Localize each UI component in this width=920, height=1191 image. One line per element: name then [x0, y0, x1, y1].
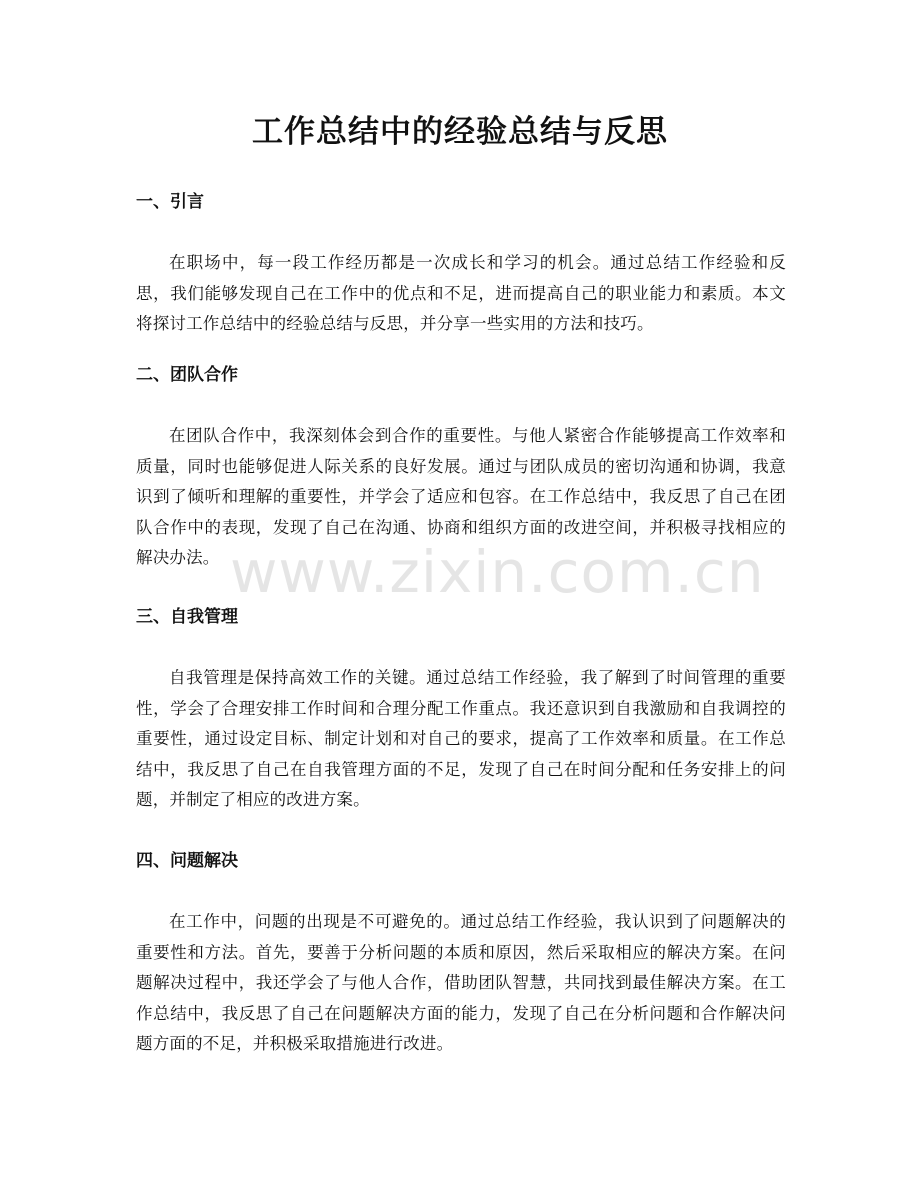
section-heading: 三、自我管理	[136, 607, 238, 627]
section-paragraph: 自我管理是保持高效工作的关键。通过总结工作经验，我了解到了时间管理的重要性，学会了合理安排工作时间和合理分配工作重点。我还意识到自我激励和自我调控的重要性，通过设定目标、制定计划和对自己的要求，提高了工作效率和质量。在工作总结中，我反思了自己在自我管理方面的不足，发现了自己在时间分配和任务安排上的问题，并制定了相应的改进方案。	[136, 668, 786, 809]
section-problem-solving	[136, 848, 786, 1060]
section-introduction	[136, 189, 786, 340]
section-heading: 四、问题解决	[136, 851, 238, 871]
section-heading: 二、团队合作	[136, 365, 238, 385]
section-heading: 一、引言	[136, 192, 204, 212]
section-teamwork	[136, 362, 786, 574]
section-paragraph: 在工作中，问题的出现是不可避免的。通过总结工作经验，我认识到了问题解决的重要性和方法。首先，要善于分析问题的本质和原因，然后采取相应的解决方案。在问题解决过程中，我还学会了与他人合作，借助团队智慧，共同找到最佳解决方案。在工作总结中，我反思了自己在问题解决方面的能力，发现了自己在分析问题和合作解决问题方面的不足，并积极采取措施进行改进。	[136, 912, 786, 1053]
watermark: www.zixin.com.cn	[230, 538, 765, 606]
section-self-management	[136, 604, 786, 816]
document-title: 工作总结中的经验总结与反思	[252, 114, 668, 150]
section-paragraph: 在职场中，每一段工作经历都是一次成长和学习的机会。通过总结工作经验和反思，我们能够发现自己在工作中的优点和不足，进而提高自己的职业能力和素质。本文将探讨工作总结中的经验总结与反思，并分享一些实用的方法和技巧。	[136, 253, 786, 333]
section-paragraph: 在团队合作中，我深刻体会到合作的重要性。与他人紧密合作能够提高工作效率和质量，同时也能够促进人际关系的良好发展。通过与团队成员的密切沟通和协调，我意识到了倾听和理解的重要性，并学会了适应和包容。在工作总结中，我反思了自己在团队合作中的表现，发现了自己在沟通、协商和组织方面的改进空间，并积极寻找相应的解决办法。	[136, 426, 786, 567]
